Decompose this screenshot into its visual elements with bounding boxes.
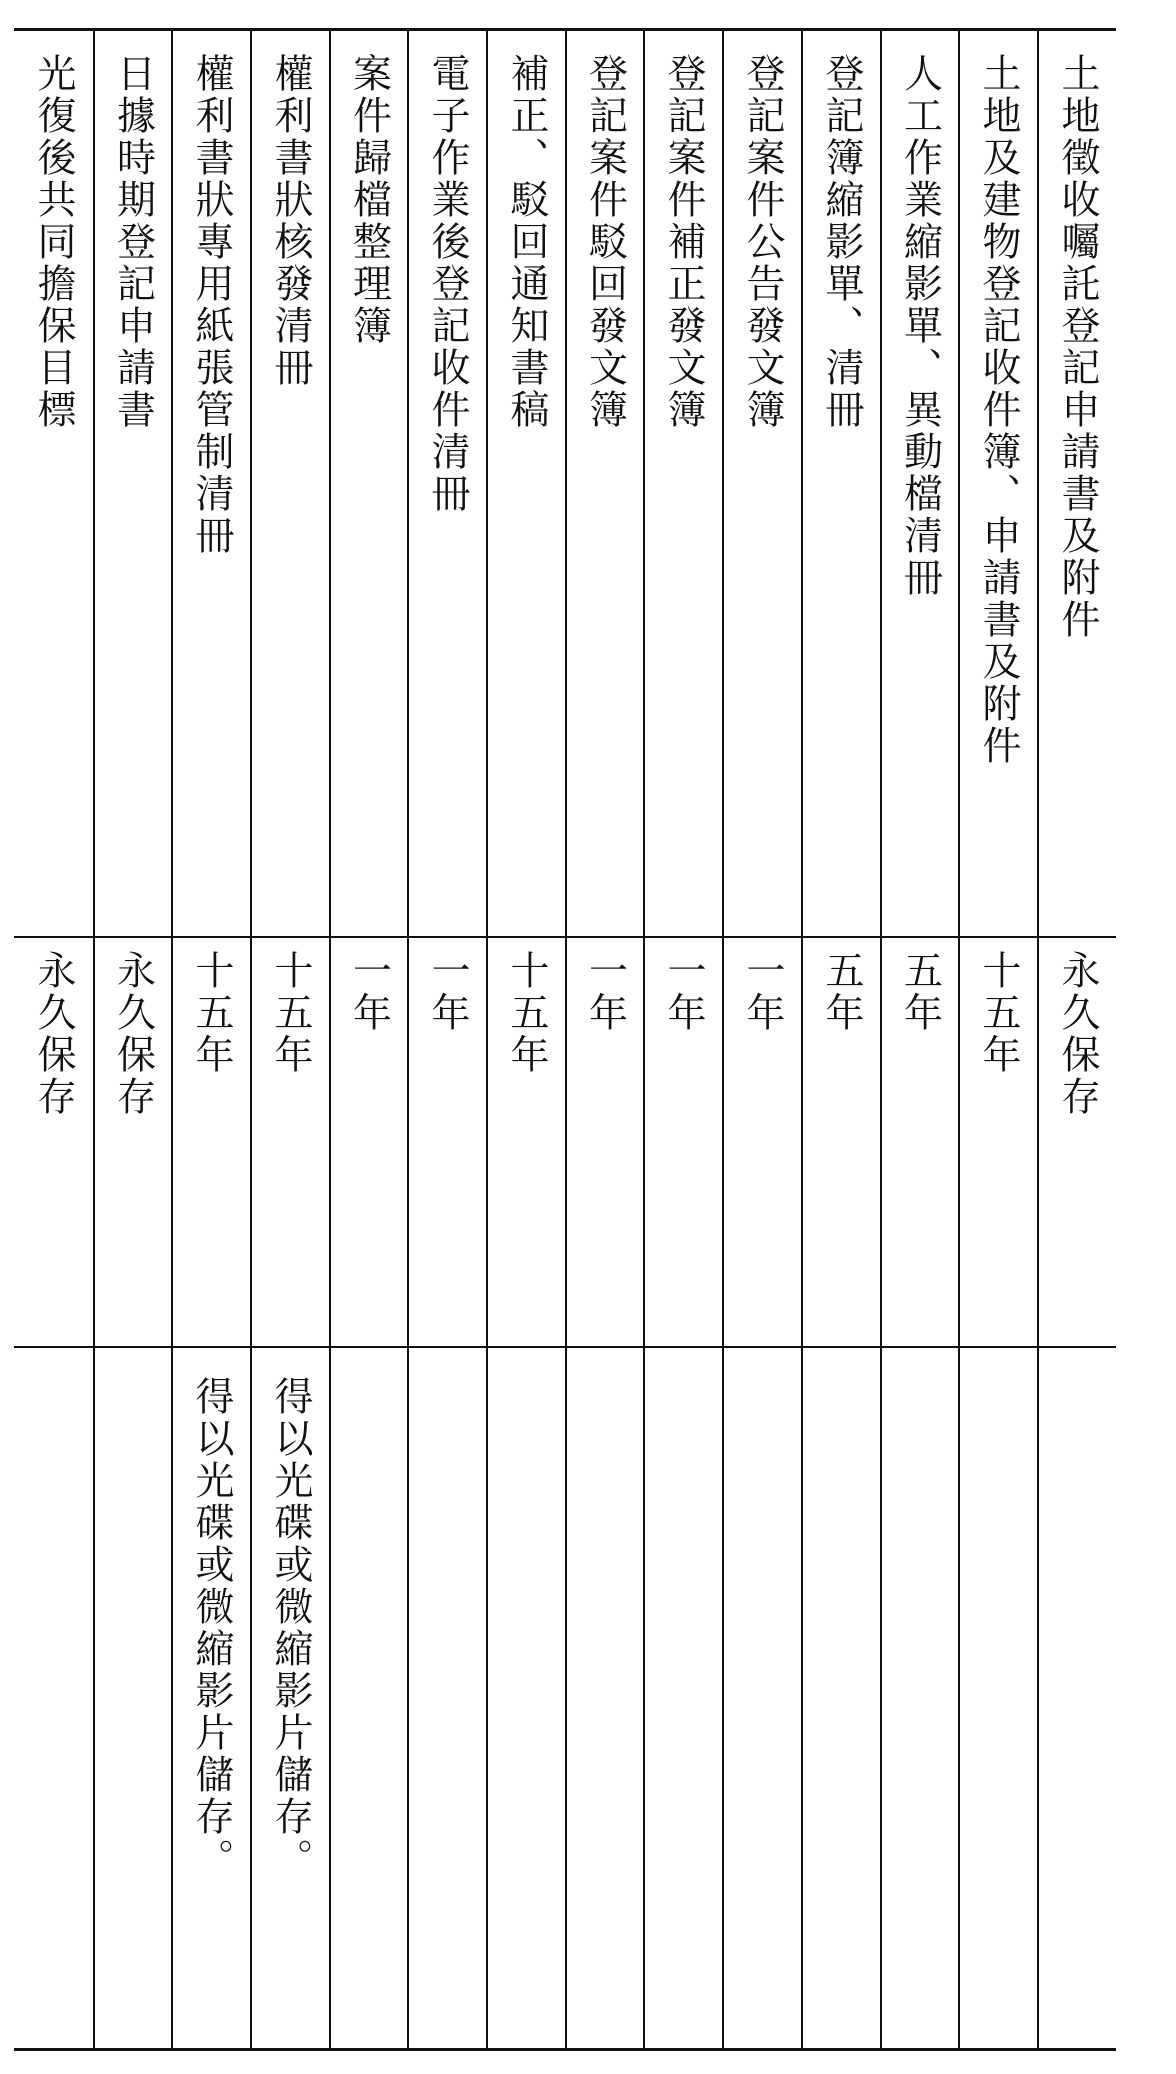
record-name: 登記案件補正發文簿 — [661, 53, 706, 431]
retention-period: 一年 — [661, 950, 706, 1034]
table-row — [14, 31, 93, 2048]
record-name: 土地及建物登記收件簿、申請書及附件 — [976, 53, 1021, 767]
record-name: 光復後共同擔保目標 — [31, 53, 76, 431]
table-row — [171, 31, 250, 2048]
table-row — [250, 31, 329, 2048]
retention-period: 一年 — [740, 950, 785, 1034]
record-name: 土地徵收囑託登記申請書及附件 — [1055, 53, 1100, 641]
table-row — [801, 31, 880, 2048]
table-row — [407, 31, 486, 2048]
retention-table — [14, 28, 1116, 2051]
retention-period: 永久保存 — [110, 950, 156, 1118]
retention-period: 永久保存 — [1055, 950, 1100, 1118]
record-name: 案件歸檔整理簿 — [346, 53, 392, 347]
record-name: 登記簿縮影單、清冊 — [819, 53, 864, 431]
table-row — [565, 31, 643, 2048]
retention-period: 十五年 — [268, 950, 313, 1076]
record-name: 權利書狀核發清冊 — [268, 53, 313, 389]
table-row — [958, 31, 1037, 2048]
retention-period: 五年 — [897, 950, 943, 1034]
table-row — [1037, 31, 1116, 2048]
record-name: 權利書狀專用紙張管制清冊 — [189, 53, 234, 557]
retention-period: 十五年 — [504, 950, 549, 1076]
retention-period: 十五年 — [189, 950, 234, 1076]
retention-period: 永久保存 — [31, 950, 76, 1118]
retention-period: 一年 — [425, 950, 470, 1034]
record-name: 人工作業縮影單、異動檔清冊 — [897, 53, 943, 599]
table-row — [880, 31, 958, 2048]
retention-period: 五年 — [819, 950, 864, 1034]
retention-period: 一年 — [582, 950, 628, 1034]
retention-period: 十五年 — [976, 950, 1021, 1076]
retention-period: 一年 — [346, 950, 392, 1034]
table-row — [643, 31, 722, 2048]
record-name: 登記案件駁回發文簿 — [582, 53, 628, 431]
record-note: 得以光碟或微縮影片儲存。 — [189, 1376, 234, 1880]
record-name: 電子作業後登記收件清冊 — [425, 53, 470, 515]
record-name: 日據時期登記申請書 — [110, 53, 156, 431]
record-name: 登記案件公告發文簿 — [740, 53, 785, 431]
record-note: 得以光碟或微縮影片儲存。 — [268, 1376, 313, 1880]
table-row — [93, 31, 171, 2048]
table-row — [486, 31, 565, 2048]
table-row — [329, 31, 407, 2048]
record-name: 補正、駁回通知書稿 — [504, 53, 549, 431]
table-row — [722, 31, 801, 2048]
